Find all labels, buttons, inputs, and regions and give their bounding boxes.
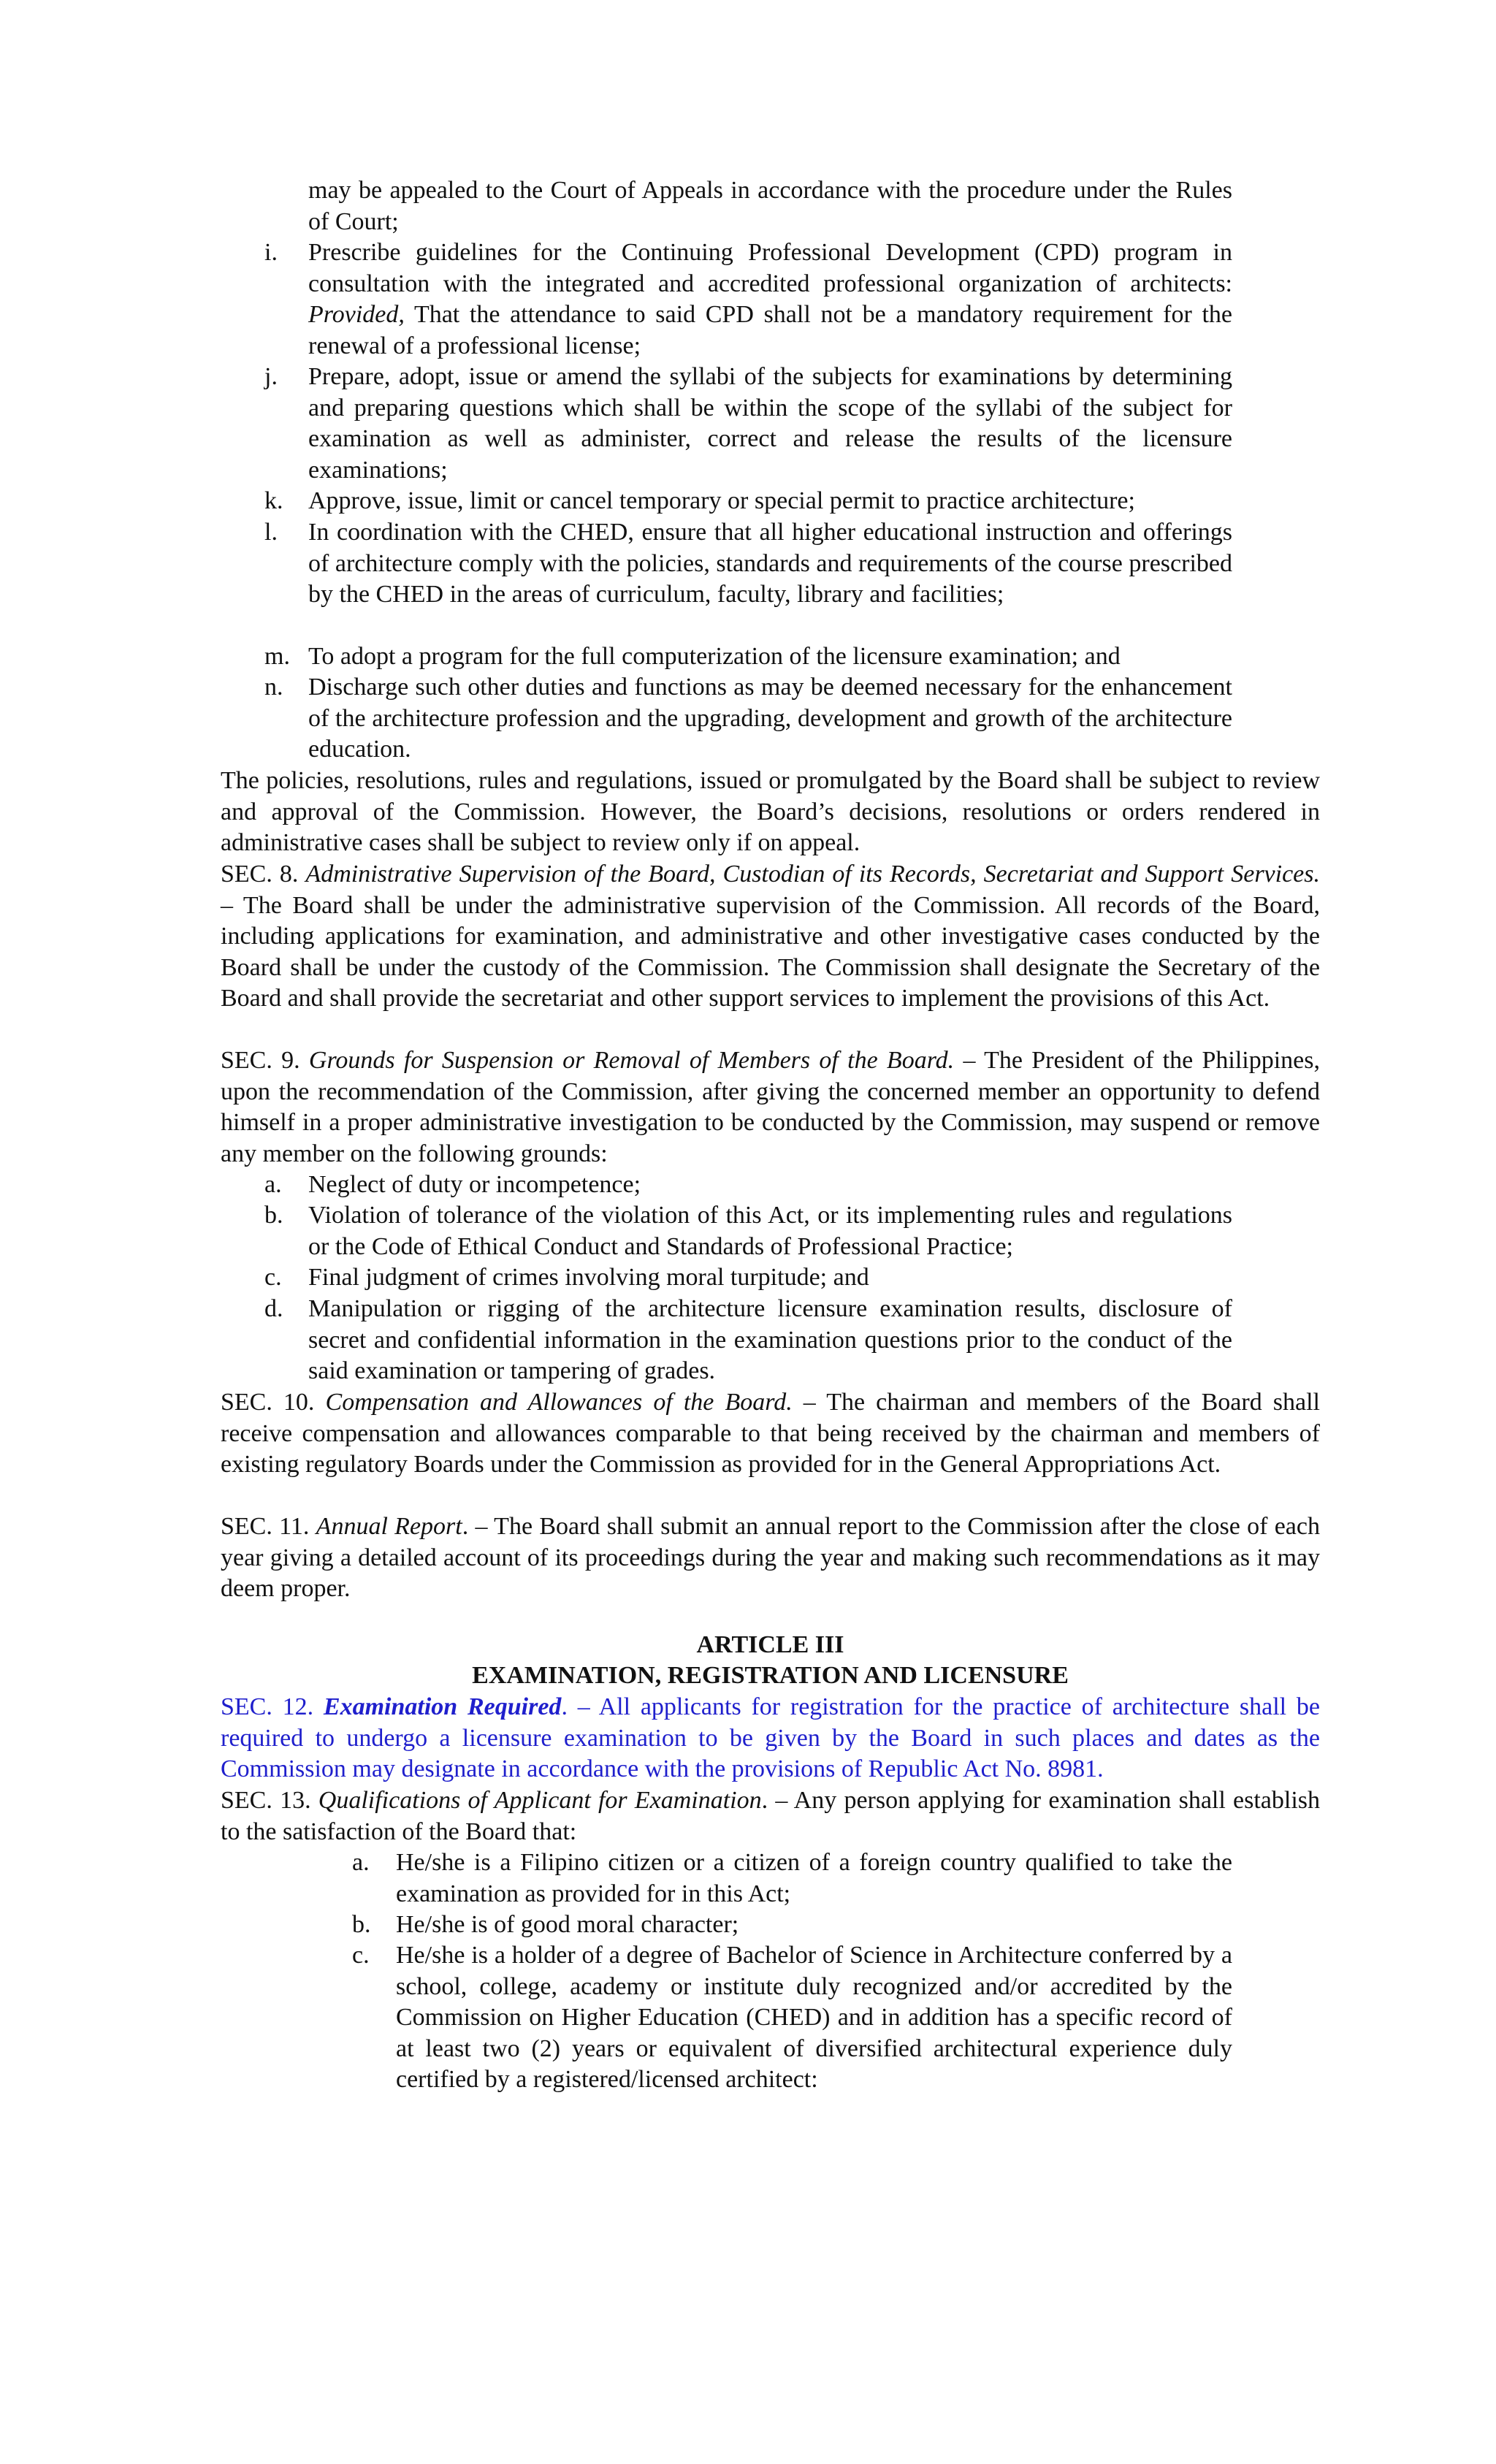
list-marker: n. [264,674,283,701]
list-text: He/she is a holder of a degree of Bachelor of Science in Architecture conferred by a school, college, academy or institute duly recognized and/or accredited by the Commission on Higher Education (CHED) and in addition has a specific record of at least two (2) years or equivalent of diversified architectural experience duly certified by a registered/licensed architect: [396,1942,1232,2094]
section-number: SEC. 10. [221,1389,326,1416]
list-marker: c. [264,1264,282,1291]
proviso-emphasis: Provided, [308,301,405,329]
list-item-n [264,672,1232,766]
qualification-item-b [352,1910,1232,1941]
section-12 [221,1692,1320,1785]
section-number: SEC. 9. [221,1047,309,1074]
qualification-item-c [352,1940,1232,2096]
list-marker: k. [264,487,283,514]
carryover-text: may be appealed to the Court of Appeals in accordance with the procedure under the Rules of Court; [308,177,1232,235]
section-number: SEC. 8. [221,861,306,888]
ground-item-c [264,1262,1232,1294]
list-marker: b. [352,1911,371,1938]
list-text: Prepare, adopt, issue or amend the syllabi of the subjects for examinations by determining and preparing questions which shall be within the scope of the syllabi of the subject for examination as well as administer, correct and release the results of the licensure examinations; [308,363,1232,484]
section-title: Examination Required [323,1693,562,1720]
article-heading: EXAMINATION, REGISTRATION AND LICENSURE [472,1662,1069,1689]
section-title: Compensation and Allowances of the Board. [325,1389,793,1416]
list-item-j [264,362,1232,486]
list-marker: a. [352,1849,370,1876]
list-text: In coordination with the CHED, ensure that all higher educational instruction and offerings of architecture comply with the policies, standards and requirements of the course prescribed by the CHED in the areas of curriculum, faculty, library and facilities; [308,519,1232,609]
list-text: Violation of tolerance of the violation of this Act, or its implementing rules and regulations or the Code of Ethical Conduct and Standards of Professional Practice; [308,1202,1232,1260]
list-text: Approve, issue, limit or cancel temporary or special permit to practice architecture; [308,487,1135,514]
list-item-m [264,641,1232,673]
section-title: Qualifications of Applicant for Examination [318,1787,762,1814]
ground-item-b [264,1200,1232,1262]
list-marker: b. [264,1202,283,1229]
article-label: ARTICLE III [696,1631,844,1658]
list-marker: l. [264,519,278,546]
list-text: Final judgment of crimes involving moral turpitude; and [308,1264,869,1291]
list-item-k [264,486,1232,517]
section-8 [221,859,1320,1015]
list-marker: j. [264,363,278,390]
list-marker: i. [264,239,278,266]
list-text: Neglect of duty or incompetence; [308,1171,641,1198]
section-title: Grounds for Suspension or Removal of Members of the Board. [308,1047,955,1074]
section-title: Administrative Supervision of the Board, Custodian of its Records, Secretariat and Support Services. [305,861,1320,888]
section-body: – The chairman and members of the Board shall receive compensation and allowances comparable to that being received by the chairman and members of existing regulatory Boards under the Commission as provided for in the General Appropriations Act. [221,1389,1320,1479]
list-text: He/she is of good moral character; [396,1911,739,1938]
section-number: SEC. 11. [221,1513,316,1540]
section-10 [221,1387,1320,1481]
ground-item-d [264,1294,1232,1387]
policies-paragraph: The policies, resolutions, rules and regulations, issued or promulgated by the Board shall be subject to review and approval of the Commission. However, the Board’s decisions, resolutions or orders rendered in administrative cases shall be subject to review only if on appeal. [221,767,1320,857]
section-number: SEC. 12. [221,1693,324,1720]
list-marker: a. [264,1171,282,1198]
section-title: Annual Report [316,1513,462,1540]
list-marker: d. [264,1295,283,1322]
ground-item-a [264,1170,1232,1201]
list-text: That the attendance to said CPD shall not be a mandatory requirement for the renewal of a professional license; [308,301,1232,359]
list-item-l [264,517,1232,611]
list-text: Prescribe guidelines for the Continuing Professional Development (CPD) program in consultation with the integrated and accredited professional organization of architects: [308,239,1232,297]
section-body: . – Any person applying for examination shall establish to the satisfaction of the Board that: [221,1787,1321,1845]
list-text: Discharge such other duties and functions as may be deemed necessary for the enhancement of the architecture profession and the upgrading, development and growth of the architecture education. [308,674,1232,763]
section-9 [221,1045,1320,1170]
list-marker: m. [264,643,290,670]
list-text: To adopt a program for the full computerization of the licensure examination; and [308,643,1121,670]
section-body: – The Board shall be under the administrative supervision of the Commission. All records of the Board, including applications for examination, and administrative and other investigative cases conducted by the Board shall be under the custody of the Commission. The Commission shall designate the Secretary of the Board and shall provide the secretariat and other support services to implement the provisions of this Act. [221,891,1320,1012]
qualification-item-a [352,1847,1232,1910]
section-body: . – All applicants for registration for the practice of architecture shall be required to undergo a licensure examination to be given by the Board in such places and dates as the Commission may designate in accordance with the provisions of Republic Act No. 8981. [221,1693,1321,1783]
section-body: – The President of the Philippines, upon the recommendation of the Commission, after giving the concerned member an opportunity to defend himself in a proper administrative investigation to be conducted by the Commission, may suspend or remove any member on the following grounds: [221,1047,1320,1167]
section-13 [221,1785,1320,1847]
list-marker: c. [352,1942,370,1969]
section-body: . – The Board shall submit an annual report to the Commission after the close of each year giving a detailed account of its proceedings during the year and making such recommendations as it may deem proper. [221,1513,1320,1603]
list-text: He/she is a Filipino citizen or a citizen of a foreign country qualified to take the examination as provided for in this Act; [396,1849,1232,1907]
section-11 [221,1511,1320,1605]
section-number: SEC. 13. [221,1787,318,1814]
list-text: Manipulation or rigging of the architecture licensure examination results, disclosure of secret and confidential information in the examination questions prior to the conduct of the said examination or tampering of grades. [308,1295,1232,1385]
list-item-i [264,237,1232,362]
